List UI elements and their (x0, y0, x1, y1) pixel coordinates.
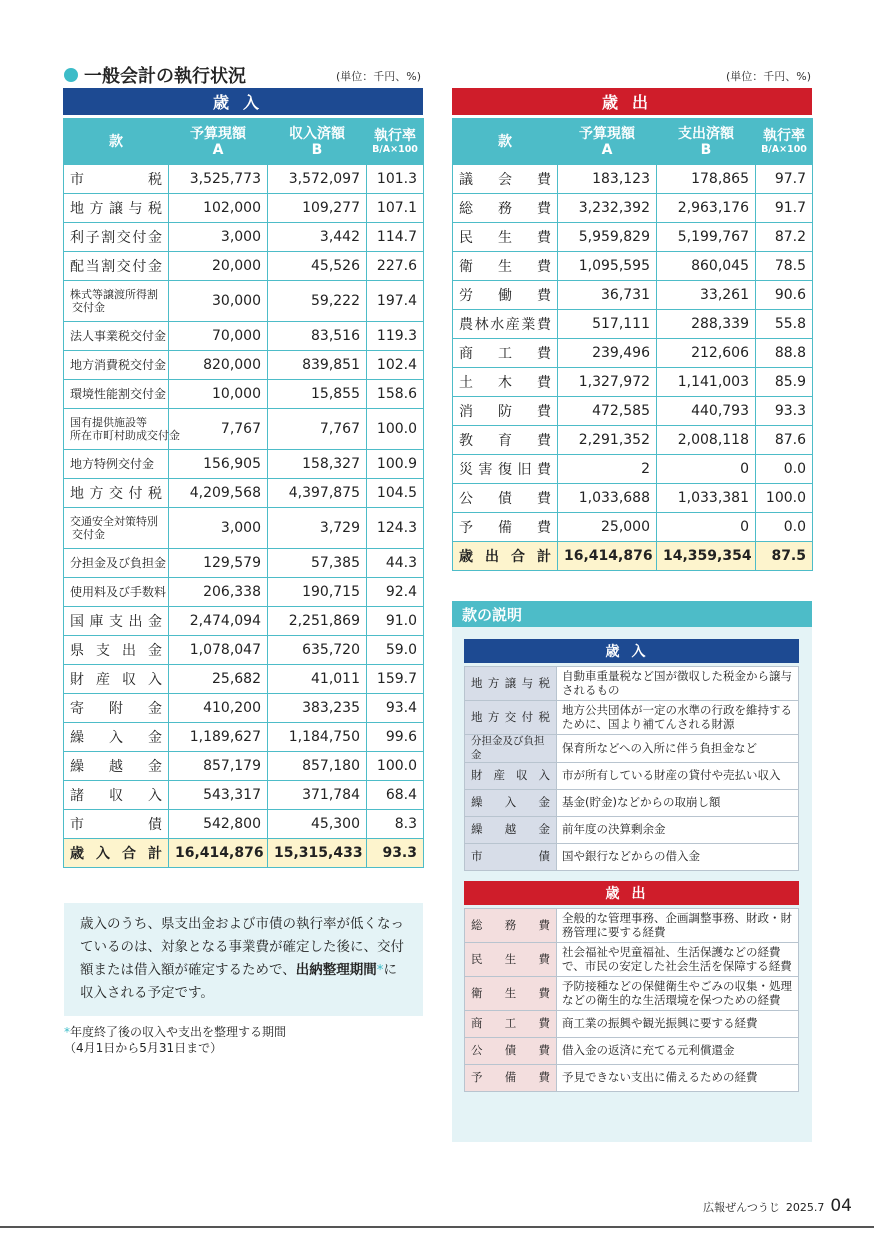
row-name: 地 方 譲 与 税 (64, 194, 169, 223)
explain-term: 繰 入 金 (465, 790, 557, 817)
cell-b: 839,851 (268, 351, 367, 380)
section-title-text: 一般会計の執行状況 (84, 66, 246, 87)
explanation-title: 款の説明 (452, 601, 812, 627)
explain-term: 地 方 交 付 税 (465, 701, 557, 735)
cell-a: 36,731 (558, 281, 657, 310)
cell-b: 45,300 (268, 810, 367, 839)
cell-r: 87.6 (756, 426, 813, 455)
cell-r: 87.2 (756, 223, 813, 252)
row-name (64, 508, 169, 549)
cell-r: 197.4 (367, 281, 424, 322)
table-row (64, 351, 424, 380)
cell-a: 820,000 (169, 351, 268, 380)
cell-a: 102,000 (169, 194, 268, 223)
footnote-mark: * (64, 1025, 70, 1039)
row-name: 地方特例交付金 (64, 450, 169, 479)
explain-row (465, 763, 799, 790)
cell-b: 0 (657, 455, 756, 484)
cell-b: 4,397,875 (268, 479, 367, 508)
cell-r: 91.0 (367, 607, 424, 636)
cell-b: 1,033,381 (657, 484, 756, 513)
cell-a: 5,959,829 (558, 223, 657, 252)
cell-b: 57,385 (268, 549, 367, 578)
cell-a: 25,682 (169, 665, 268, 694)
note-box (64, 903, 423, 1016)
cell-r: 91.7 (756, 194, 813, 223)
cell-b: 7,767 (268, 409, 367, 450)
row-name: 地方消費税交付金 (64, 351, 169, 380)
table-row (64, 281, 424, 322)
row-name: 分担金及び負担金 (64, 549, 169, 578)
explain-expenditure-band: 歳出 (464, 881, 799, 905)
header-received: 収入済額 B (268, 119, 367, 165)
cell-b: 59,222 (268, 281, 367, 322)
cell-a: 10,000 (169, 380, 268, 409)
table-row (64, 508, 424, 549)
row-name-line2: 所在市町村助成交付金 (70, 429, 180, 442)
cell-b: 1,141,003 (657, 368, 756, 397)
total-r: 87.5 (756, 542, 813, 571)
total-r: 93.3 (367, 839, 424, 868)
table-row (453, 484, 813, 513)
explain-term: 地 方 譲 与 税 (465, 667, 557, 701)
explain-term: 衛 生 費 (465, 977, 557, 1011)
explain-term: 財 産 収 入 (465, 763, 557, 790)
page-footer (703, 1196, 852, 1216)
explain-desc: 市が所有している財産の貸付や売払い収入 (557, 763, 799, 790)
total-a: 16,414,876 (558, 542, 657, 571)
explain-term: 総 務 費 (465, 909, 557, 943)
table-row (64, 636, 424, 665)
explain-desc: 予防接種などの保健衛生やごみの収集・処理などの衛生的な生活環境を保つための経費 (557, 977, 799, 1011)
cell-b: 860,045 (657, 252, 756, 281)
row-name: 予 備 費 (453, 513, 558, 542)
row-name-line1: 国有提供施設等 (70, 416, 147, 429)
explain-row (465, 1038, 799, 1065)
table-row (64, 723, 424, 752)
explain-desc: 保育所などへの入所に伴う負担金など (557, 735, 799, 763)
expenditure-table (452, 118, 813, 571)
section-title (64, 62, 246, 88)
total-label: 歳 出 合 計 (453, 542, 558, 571)
row-name: 商 工 費 (453, 339, 558, 368)
cell-a: 542,800 (169, 810, 268, 839)
cell-a: 543,317 (169, 781, 268, 810)
cell-b: 33,261 (657, 281, 756, 310)
cell-r: 0.0 (756, 455, 813, 484)
cell-a: 517,111 (558, 310, 657, 339)
cell-a: 30,000 (169, 281, 268, 322)
expenditure-band: 歳出 (452, 88, 812, 115)
explain-revenue-band: 歳入 (464, 639, 799, 663)
cell-r: 159.7 (367, 665, 424, 694)
cell-r: 85.9 (756, 368, 813, 397)
cell-b: 288,339 (657, 310, 756, 339)
cell-a: 239,496 (558, 339, 657, 368)
row-name: 災 害 復 旧 費 (453, 455, 558, 484)
row-name: 国 庫 支 出 金 (64, 607, 169, 636)
table-row (64, 223, 424, 252)
unit-label-revenue: (単位：千円、%) (336, 70, 422, 83)
cell-r: 78.5 (756, 252, 813, 281)
explain-row (465, 909, 799, 943)
table-row (64, 607, 424, 636)
bullet-dot-icon (64, 68, 78, 82)
cell-b: 371,784 (268, 781, 367, 810)
cell-b: 3,442 (268, 223, 367, 252)
total-row (453, 542, 813, 571)
cell-b: 212,606 (657, 339, 756, 368)
row-name: 総 務 費 (453, 194, 558, 223)
cell-b: 15,855 (268, 380, 367, 409)
table-row (64, 479, 424, 508)
explain-term: 商 工 費 (465, 1011, 557, 1038)
explain-row (465, 1065, 799, 1092)
row-name: 財 産 収 入 (64, 665, 169, 694)
cell-b: 83,516 (268, 322, 367, 351)
cell-b: 2,008,118 (657, 426, 756, 455)
cell-a: 4,209,568 (169, 479, 268, 508)
revenue-table (63, 118, 424, 868)
cell-b: 383,235 (268, 694, 367, 723)
note-text: 歳入のうち、県支出金および市債の執行率が低くなっているのは、対象となる事業費が確定した後に、交付額または借入額が確定するためで、 (80, 916, 404, 978)
cell-a: 129,579 (169, 549, 268, 578)
row-name: 市 債 (64, 810, 169, 839)
row-name: 民 生 費 (453, 223, 558, 252)
table-row (64, 810, 424, 839)
header-spent: 支出済額 B (657, 119, 756, 165)
cell-a: 472,585 (558, 397, 657, 426)
cell-b: 109,277 (268, 194, 367, 223)
explain-desc: 基金(貯金)などからの取崩し額 (557, 790, 799, 817)
row-name-line2: 交付金 (72, 528, 105, 541)
row-name (64, 281, 169, 322)
explain-row (465, 1011, 799, 1038)
cell-b: 3,729 (268, 508, 367, 549)
row-name: 繰 越 金 (64, 752, 169, 781)
total-row (64, 839, 424, 868)
cell-r: 107.1 (367, 194, 424, 223)
cell-r: 44.3 (367, 549, 424, 578)
explain-term: 市 債 (465, 844, 557, 871)
cell-r: 99.6 (367, 723, 424, 752)
header-kan: 款 (64, 119, 169, 165)
note-text-end: に収入される予定です。 (80, 962, 397, 1001)
cell-r: 227.6 (367, 252, 424, 281)
cell-r: 59.0 (367, 636, 424, 665)
table-row (64, 252, 424, 281)
cell-b: 45,526 (268, 252, 367, 281)
header-budget: 予算現額 A (558, 119, 657, 165)
table-row (453, 339, 813, 368)
cell-a: 25,000 (558, 513, 657, 542)
explain-term: 繰 越 金 (465, 817, 557, 844)
total-b: 15,315,433 (268, 839, 367, 868)
row-name: 利 子 割 交 付 金 (64, 223, 169, 252)
cell-b: 857,180 (268, 752, 367, 781)
cell-r: 55.8 (756, 310, 813, 339)
cell-a: 2 (558, 455, 657, 484)
revenue-band: 歳入 (63, 88, 423, 115)
row-name: 地 方 交 付 税 (64, 479, 169, 508)
row-name: 配 当 割 交 付 金 (64, 252, 169, 281)
table-row (453, 397, 813, 426)
note-bold-term: 出納整理期間 (295, 962, 377, 978)
explain-row (465, 701, 799, 735)
total-label: 歳 入 合 計 (64, 839, 169, 868)
footnote-line1: 年度終了後の収入や支出を整理する期間 (70, 1025, 287, 1039)
total-b: 14,359,354 (657, 542, 756, 571)
cell-r: 100.0 (367, 752, 424, 781)
explain-term: 予 備 費 (465, 1065, 557, 1092)
table-row (64, 380, 424, 409)
cell-b: 41,011 (268, 665, 367, 694)
cell-a: 2,474,094 (169, 607, 268, 636)
table-row (453, 426, 813, 455)
table-row (64, 165, 424, 194)
cell-r: 93.3 (756, 397, 813, 426)
row-name: 繰 入 金 (64, 723, 169, 752)
row-name: 県 支 出 金 (64, 636, 169, 665)
explain-desc: 地方公共団体が一定の水準の行政を維持するために、国より補てんされる財源 (557, 701, 799, 735)
explain-row (465, 817, 799, 844)
row-name: 環境性能割交付金 (64, 380, 169, 409)
cell-r: 0.0 (756, 513, 813, 542)
publication-date: 2025.7 (785, 1201, 825, 1214)
explain-desc: 社会福祉や児童福祉、生活保護などの経費で、市民の安定した社会生活を保障する経費 (557, 943, 799, 977)
explain-desc: 前年度の決算剰余金 (557, 817, 799, 844)
table-row (453, 165, 813, 194)
explain-row (465, 943, 799, 977)
cell-b: 178,865 (657, 165, 756, 194)
explain-desc: 全般的な管理事務、企画調整事務、財政・財務管理に要する経費 (557, 909, 799, 943)
cell-a: 410,200 (169, 694, 268, 723)
table-row (64, 322, 424, 351)
row-name: 諸 収 入 (64, 781, 169, 810)
unit-label-expenditure: (単位：千円、%) (726, 70, 812, 83)
table-row (453, 223, 813, 252)
table-row (453, 281, 813, 310)
row-name: 農 林 水 産 業 費 (453, 310, 558, 339)
table-row (453, 310, 813, 339)
table-row (64, 549, 424, 578)
row-name (64, 409, 180, 450)
explain-row (465, 977, 799, 1011)
cell-a: 1,189,627 (169, 723, 268, 752)
table-row (64, 694, 424, 723)
cell-b: 3,572,097 (268, 165, 367, 194)
explain-expenditure-table (464, 908, 799, 1092)
header-rate: 執行率 B/A×100 (756, 119, 813, 165)
row-name: 議 会 費 (453, 165, 558, 194)
cell-r: 97.7 (756, 165, 813, 194)
cell-a: 1,327,972 (558, 368, 657, 397)
cell-r: 100.0 (756, 484, 813, 513)
table-row (453, 513, 813, 542)
cell-b: 190,715 (268, 578, 367, 607)
table-row (453, 252, 813, 281)
cell-r: 114.7 (367, 223, 424, 252)
cell-r: 92.4 (367, 578, 424, 607)
footnote (64, 1024, 286, 1056)
total-a: 16,414,876 (169, 839, 268, 868)
table-row (64, 409, 424, 450)
row-name: 労 働 費 (453, 281, 558, 310)
page-number: 04 (830, 1196, 852, 1216)
explain-row (465, 735, 799, 763)
cell-b: 635,720 (268, 636, 367, 665)
explain-term: 分担金及び負担金 (465, 735, 557, 763)
table-row (64, 781, 424, 810)
cell-b: 1,184,750 (268, 723, 367, 752)
explain-row (465, 844, 799, 871)
cell-a: 183,123 (558, 165, 657, 194)
row-name: 消 防 費 (453, 397, 558, 426)
cell-r: 158.6 (367, 380, 424, 409)
row-name: 教 育 費 (453, 426, 558, 455)
row-name: 法人事業税交付金 (64, 322, 169, 351)
cell-r: 93.4 (367, 694, 424, 723)
explain-term: 民 生 費 (465, 943, 557, 977)
cell-a: 3,525,773 (169, 165, 268, 194)
table-row (64, 665, 424, 694)
cell-b: 2,963,176 (657, 194, 756, 223)
publication-name: 広報ぜんつうじ (703, 1201, 780, 1214)
cell-a: 3,232,392 (558, 194, 657, 223)
row-name: 土 木 費 (453, 368, 558, 397)
row-name-line1: 株式等譲渡所得割 (70, 288, 158, 301)
header-budget: 予算現額 A (169, 119, 268, 165)
footnote-line2: （4月1日から5月31日まで） (64, 1041, 223, 1055)
header-rate: 執行率 B/A×100 (367, 119, 424, 165)
row-name-line1: 交通安全対策特別 (70, 515, 158, 528)
explain-revenue-table (464, 666, 799, 871)
cell-a: 7,767 (169, 409, 268, 450)
explain-desc: 国や銀行などからの借入金 (557, 844, 799, 871)
cell-b: 440,793 (657, 397, 756, 426)
table-row (64, 194, 424, 223)
explain-desc: 予見できない支出に備えるための経費 (557, 1065, 799, 1092)
row-name: 市 税 (64, 165, 169, 194)
table-row (453, 194, 813, 223)
cell-a: 156,905 (169, 450, 268, 479)
cell-r: 8.3 (367, 810, 424, 839)
cell-r: 100.9 (367, 450, 424, 479)
row-name: 使用料及び手数料 (64, 578, 169, 607)
cell-a: 70,000 (169, 322, 268, 351)
table-row (64, 450, 424, 479)
cell-r: 104.5 (367, 479, 424, 508)
row-name: 寄 附 金 (64, 694, 169, 723)
cell-b: 2,251,869 (268, 607, 367, 636)
cell-r: 102.4 (367, 351, 424, 380)
cell-r: 124.3 (367, 508, 424, 549)
explain-desc: 商工業の振興や観光振興に要する経費 (557, 1011, 799, 1038)
explain-row (465, 790, 799, 817)
header-kan: 款 (453, 119, 558, 165)
cell-r: 68.4 (367, 781, 424, 810)
explanation-panel (452, 601, 812, 1142)
cell-a: 206,338 (169, 578, 268, 607)
cell-b: 5,199,767 (657, 223, 756, 252)
cell-r: 88.8 (756, 339, 813, 368)
explain-desc: 借入金の返済に充てる元利償還金 (557, 1038, 799, 1065)
explain-row (465, 667, 799, 701)
table-row (453, 455, 813, 484)
cell-b: 0 (657, 513, 756, 542)
explain-term: 公 債 費 (465, 1038, 557, 1065)
note-mark: * (376, 962, 384, 978)
cell-r: 101.3 (367, 165, 424, 194)
cell-r: 90.6 (756, 281, 813, 310)
cell-a: 2,291,352 (558, 426, 657, 455)
bottom-divider (0, 1226, 874, 1228)
cell-a: 1,033,688 (558, 484, 657, 513)
cell-a: 1,095,595 (558, 252, 657, 281)
row-name: 公 債 費 (453, 484, 558, 513)
table-row (64, 752, 424, 781)
cell-a: 1,078,047 (169, 636, 268, 665)
explain-desc: 自動車重量税など国が徴収した税金から譲与されるもの (557, 667, 799, 701)
cell-a: 3,000 (169, 223, 268, 252)
table-row (453, 368, 813, 397)
row-name: 衛 生 費 (453, 252, 558, 281)
row-name-line2: 交付金 (72, 301, 105, 314)
cell-r: 100.0 (367, 409, 424, 450)
cell-b: 158,327 (268, 450, 367, 479)
cell-a: 857,179 (169, 752, 268, 781)
cell-a: 20,000 (169, 252, 268, 281)
cell-a: 3,000 (169, 508, 268, 549)
cell-r: 119.3 (367, 322, 424, 351)
table-row (64, 578, 424, 607)
